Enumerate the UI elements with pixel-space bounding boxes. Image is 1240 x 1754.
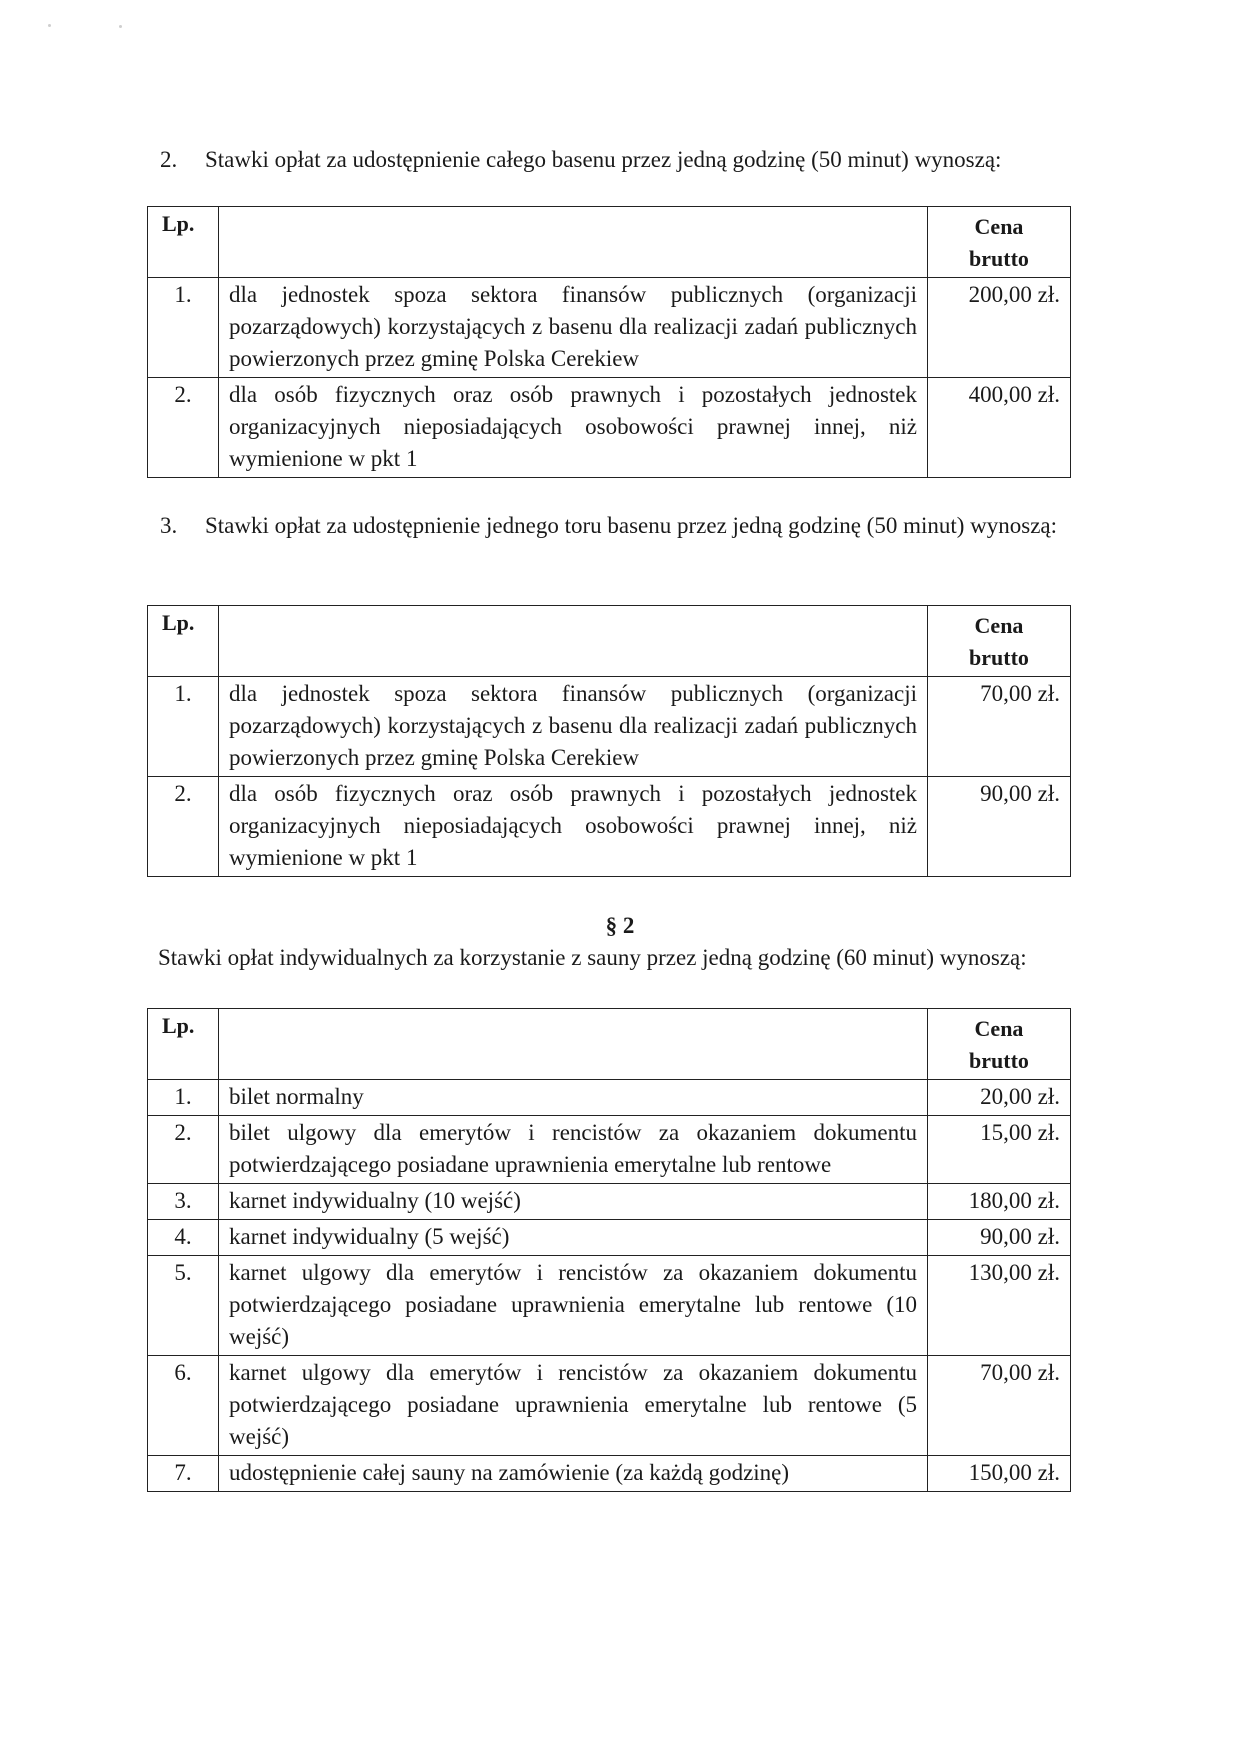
row-number: 6. xyxy=(148,1356,219,1456)
one-lane-price-table xyxy=(147,605,1071,877)
header-price-line1: Cena xyxy=(974,1016,1024,1041)
row-price: 400,00 zł. xyxy=(928,378,1071,478)
row-number: 3. xyxy=(148,1184,219,1220)
row-description: karnet ulgowy dla emerytów i rencistów za okazaniem dokumentu potwierdzającego posiadane uprawnienia emerytalne lub rentowe (10 wejść) xyxy=(219,1256,928,1356)
row-price: 20,00 zł. xyxy=(928,1080,1071,1116)
header-lp: Lp. xyxy=(148,207,219,278)
row-price: 180,00 zł. xyxy=(928,1184,1071,1220)
paragraph-mark: § 2 xyxy=(605,913,635,938)
row-price: 70,00 zł. xyxy=(928,677,1071,777)
scan-speck xyxy=(48,24,51,27)
point-number: 2. xyxy=(160,147,178,172)
row-price: 90,00 zł. xyxy=(928,777,1071,877)
table-row xyxy=(148,1080,1071,1116)
point-number: 3. xyxy=(160,513,178,538)
row-price: 150,00 zł. xyxy=(928,1456,1071,1492)
row-number: 2. xyxy=(148,1116,219,1184)
row-description: bilet normalny xyxy=(219,1080,928,1116)
table-row xyxy=(148,1256,1071,1356)
header-price-line2: brutto xyxy=(969,645,1029,670)
header-lp: Lp. xyxy=(148,606,219,677)
point-text: Stawki opłat za udostępnienie jednego toru basenu przez jedną godzinę (50 minut) wynoszą: xyxy=(205,513,1058,538)
header-price xyxy=(928,606,1071,677)
table-row xyxy=(148,677,1071,777)
row-price: 15,00 zł. xyxy=(928,1116,1071,1184)
header-price xyxy=(928,207,1071,278)
scan-speck xyxy=(119,25,122,28)
header-description xyxy=(219,1009,928,1080)
sauna-intro-text: Stawki opłat indywidualnych za korzystanie z sauny przez jedną godzinę (60 minut) wynoszą: xyxy=(158,945,1027,970)
table-row xyxy=(148,1116,1071,1184)
header-price xyxy=(928,1009,1071,1080)
table-row xyxy=(148,278,1071,378)
table-header-row xyxy=(148,207,1071,278)
whole-pool-price-table xyxy=(147,206,1071,478)
table-row xyxy=(148,1220,1071,1256)
row-number: 1. xyxy=(148,1080,219,1116)
table-header-row xyxy=(148,606,1071,677)
header-description xyxy=(219,606,928,677)
table-row xyxy=(148,1456,1071,1492)
header-price-line1: Cena xyxy=(974,613,1024,638)
row-number: 5. xyxy=(148,1256,219,1356)
point-2-heading xyxy=(160,144,1110,176)
row-description: karnet ulgowy dla emerytów i rencistów za okazaniem dokumentu potwierdzającego posiadane uprawnienia emerytalne lub rentowe (5 wejść) xyxy=(219,1356,928,1456)
table-row xyxy=(148,1184,1071,1220)
point-3-heading xyxy=(160,510,1110,542)
row-description: karnet indywidualny (5 wejść) xyxy=(219,1220,928,1256)
sauna-price-table xyxy=(147,1008,1071,1492)
row-description: dla jednostek spoza sektora finansów publicznych (organizacji pozarządowych) korzystających z basenu dla realizacji zadań publicznych powierzonych przez gminę Polska Cerekiew xyxy=(219,677,928,777)
point-text: Stawki opłat za udostępnienie całego basenu przez jedną godzinę (50 minut) wynoszą: xyxy=(205,147,1002,172)
row-description: karnet indywidualny (10 wejść) xyxy=(219,1184,928,1220)
header-lp: Lp. xyxy=(148,1009,219,1080)
table-header-row xyxy=(148,1009,1071,1080)
row-description: dla jednostek spoza sektora finansów publicznych (organizacji pozarządowych) korzystających z basenu dla realizacji zadań publicznych powierzonych przez gminę Polska Cerekiew xyxy=(219,278,928,378)
row-price: 90,00 zł. xyxy=(928,1220,1071,1256)
row-number: 7. xyxy=(148,1456,219,1492)
row-description: bilet ulgowy dla emerytów i rencistów za okazaniem dokumentu potwierdzającego posiadane uprawnienia emerytalne lub rentowe xyxy=(219,1116,928,1184)
row-price: 200,00 zł. xyxy=(928,278,1071,378)
row-number: 2. xyxy=(148,777,219,877)
row-number: 2. xyxy=(148,378,219,478)
header-description xyxy=(219,207,928,278)
table-row xyxy=(148,378,1071,478)
row-number: 4. xyxy=(148,1220,219,1256)
header-price-line2: brutto xyxy=(969,246,1029,271)
row-description: dla osób fizycznych oraz osób prawnych i pozostałych jednostek organizacyjnych nieposiadających osobowości prawnej innej, niż wymienione w pkt 1 xyxy=(219,378,928,478)
row-description: udostępnienie całej sauny na zamówienie (za każdą godzinę) xyxy=(219,1456,928,1492)
row-number: 1. xyxy=(148,278,219,378)
table-row xyxy=(148,1356,1071,1456)
row-price: 130,00 zł. xyxy=(928,1256,1071,1356)
row-price: 70,00 zł. xyxy=(928,1356,1071,1456)
header-price-line2: brutto xyxy=(969,1048,1029,1073)
header-price-line1: Cena xyxy=(974,214,1024,239)
table-row xyxy=(148,777,1071,877)
row-number: 1. xyxy=(148,677,219,777)
row-description: dla osób fizycznych oraz osób prawnych i pozostałych jednostek organizacyjnych nieposiadających osobowości prawnej innej, niż wymienione w pkt 1 xyxy=(219,777,928,877)
